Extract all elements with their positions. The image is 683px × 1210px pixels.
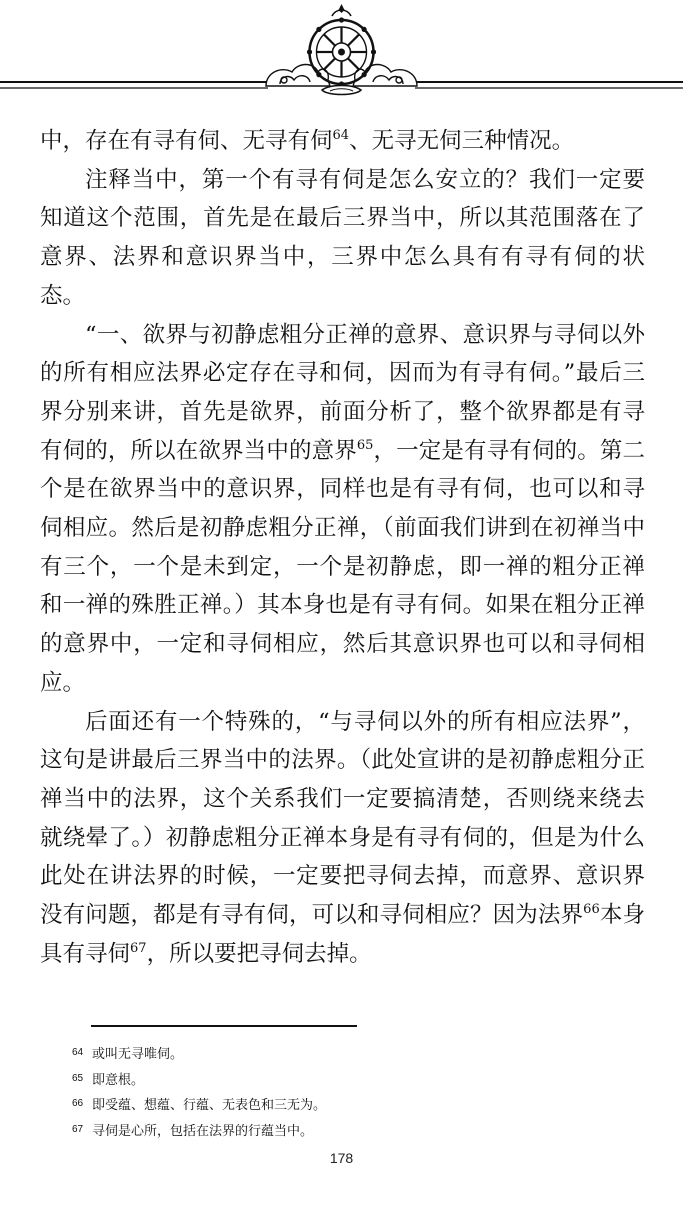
footnote-ref: 65 — [356, 437, 374, 453]
footnote — [72, 1067, 632, 1093]
paragraph — [40, 161, 645, 316]
text-run: 后面还有一个特殊的，“与寻伺以外的所有相应法界”，这句是讲最后三界当中的法界。（此处宣讲的是初静虑粗分正禅当中的法界，这个关系我们一定要搞清楚，否则绕来绕去就绕晕了。）初静虑粗分正禅本身是有寻有伺的，但是为什么此处在讲法界的时候，一定要把寻伺去掉，而意界、意识界没有问题，都是有寻有伺，可以和寻伺相应？因为法界 — [40, 708, 645, 929]
body-text — [40, 122, 645, 973]
footnote-number: 65 — [72, 1072, 84, 1084]
text-run: “一、欲界与初静虑粗分正禅的意界、意识界与寻伺以外的所有相应法界必定存在寻和伺，因而为有寻有伺。”最后三界分别来讲，首先是欲界，前面分析了，整个欲界都是有寻有伺的，所以在欲界当中的意界 — [40, 321, 645, 464]
footnote-number: 67 — [72, 1123, 84, 1135]
page-number: 178 — [329, 1150, 354, 1166]
footnote-text: 寻伺是心所，包括在法界的行蕴当中。 — [92, 1123, 314, 1139]
footnote — [72, 1118, 632, 1144]
footnotes — [72, 1041, 632, 1143]
text-run: 、无寻无伺三种情况。 — [349, 128, 575, 154]
paragraph — [40, 703, 645, 974]
footnote-ref: 67 — [130, 940, 147, 956]
footnote-number: 66 — [72, 1098, 84, 1109]
text-run: 注释当中，第一个有寻有伺是怎么安立的？我们一定要知道这个范围，首先是在最后三界当中，所以其范围落在了意界、法界和意识界当中，三界中怎么具有有寻有伺的状态。 — [40, 166, 645, 309]
text-run: ，所以要把寻伺去掉。 — [146, 940, 372, 967]
paragraph — [40, 122, 645, 161]
footnote-text: 即受蕴、想蕴、行蕴、无表色和三无为。 — [92, 1098, 327, 1113]
footnote — [72, 1092, 632, 1118]
text-run: ，一定是有寻有伺的。第二个是在欲界当中的意识界，同样也是有寻有伺，也可以和寻伺相应。然后是初静虑粗分正禅，（前面我们讲到在初禅当中有三个，一个是未到定，一个是初静虑，即一禅的粗分正禅和一禅的殊胜正禅。）其本身也是有寻有伺。如果在粗分正禅的意界中，一定和寻伺相应，然后其意识界也可以和寻伺相应。 — [40, 437, 645, 696]
footnote-text: 或叫无寻唯伺。 — [92, 1047, 184, 1062]
header-ornament — [0, 0, 683, 110]
footnote-text: 即意根。 — [92, 1072, 145, 1088]
text-run: 中，存在有寻有伺、无寻有伺 — [40, 128, 333, 154]
footnote — [72, 1041, 632, 1067]
text-run: 本身具有寻伺 — [40, 902, 645, 967]
footnote-ref: 64 — [332, 128, 350, 143]
footnote-divider — [91, 1025, 357, 1027]
footnote-number: 64 — [72, 1047, 84, 1058]
paragraph — [40, 316, 645, 703]
footnote-ref: 66 — [583, 902, 600, 918]
